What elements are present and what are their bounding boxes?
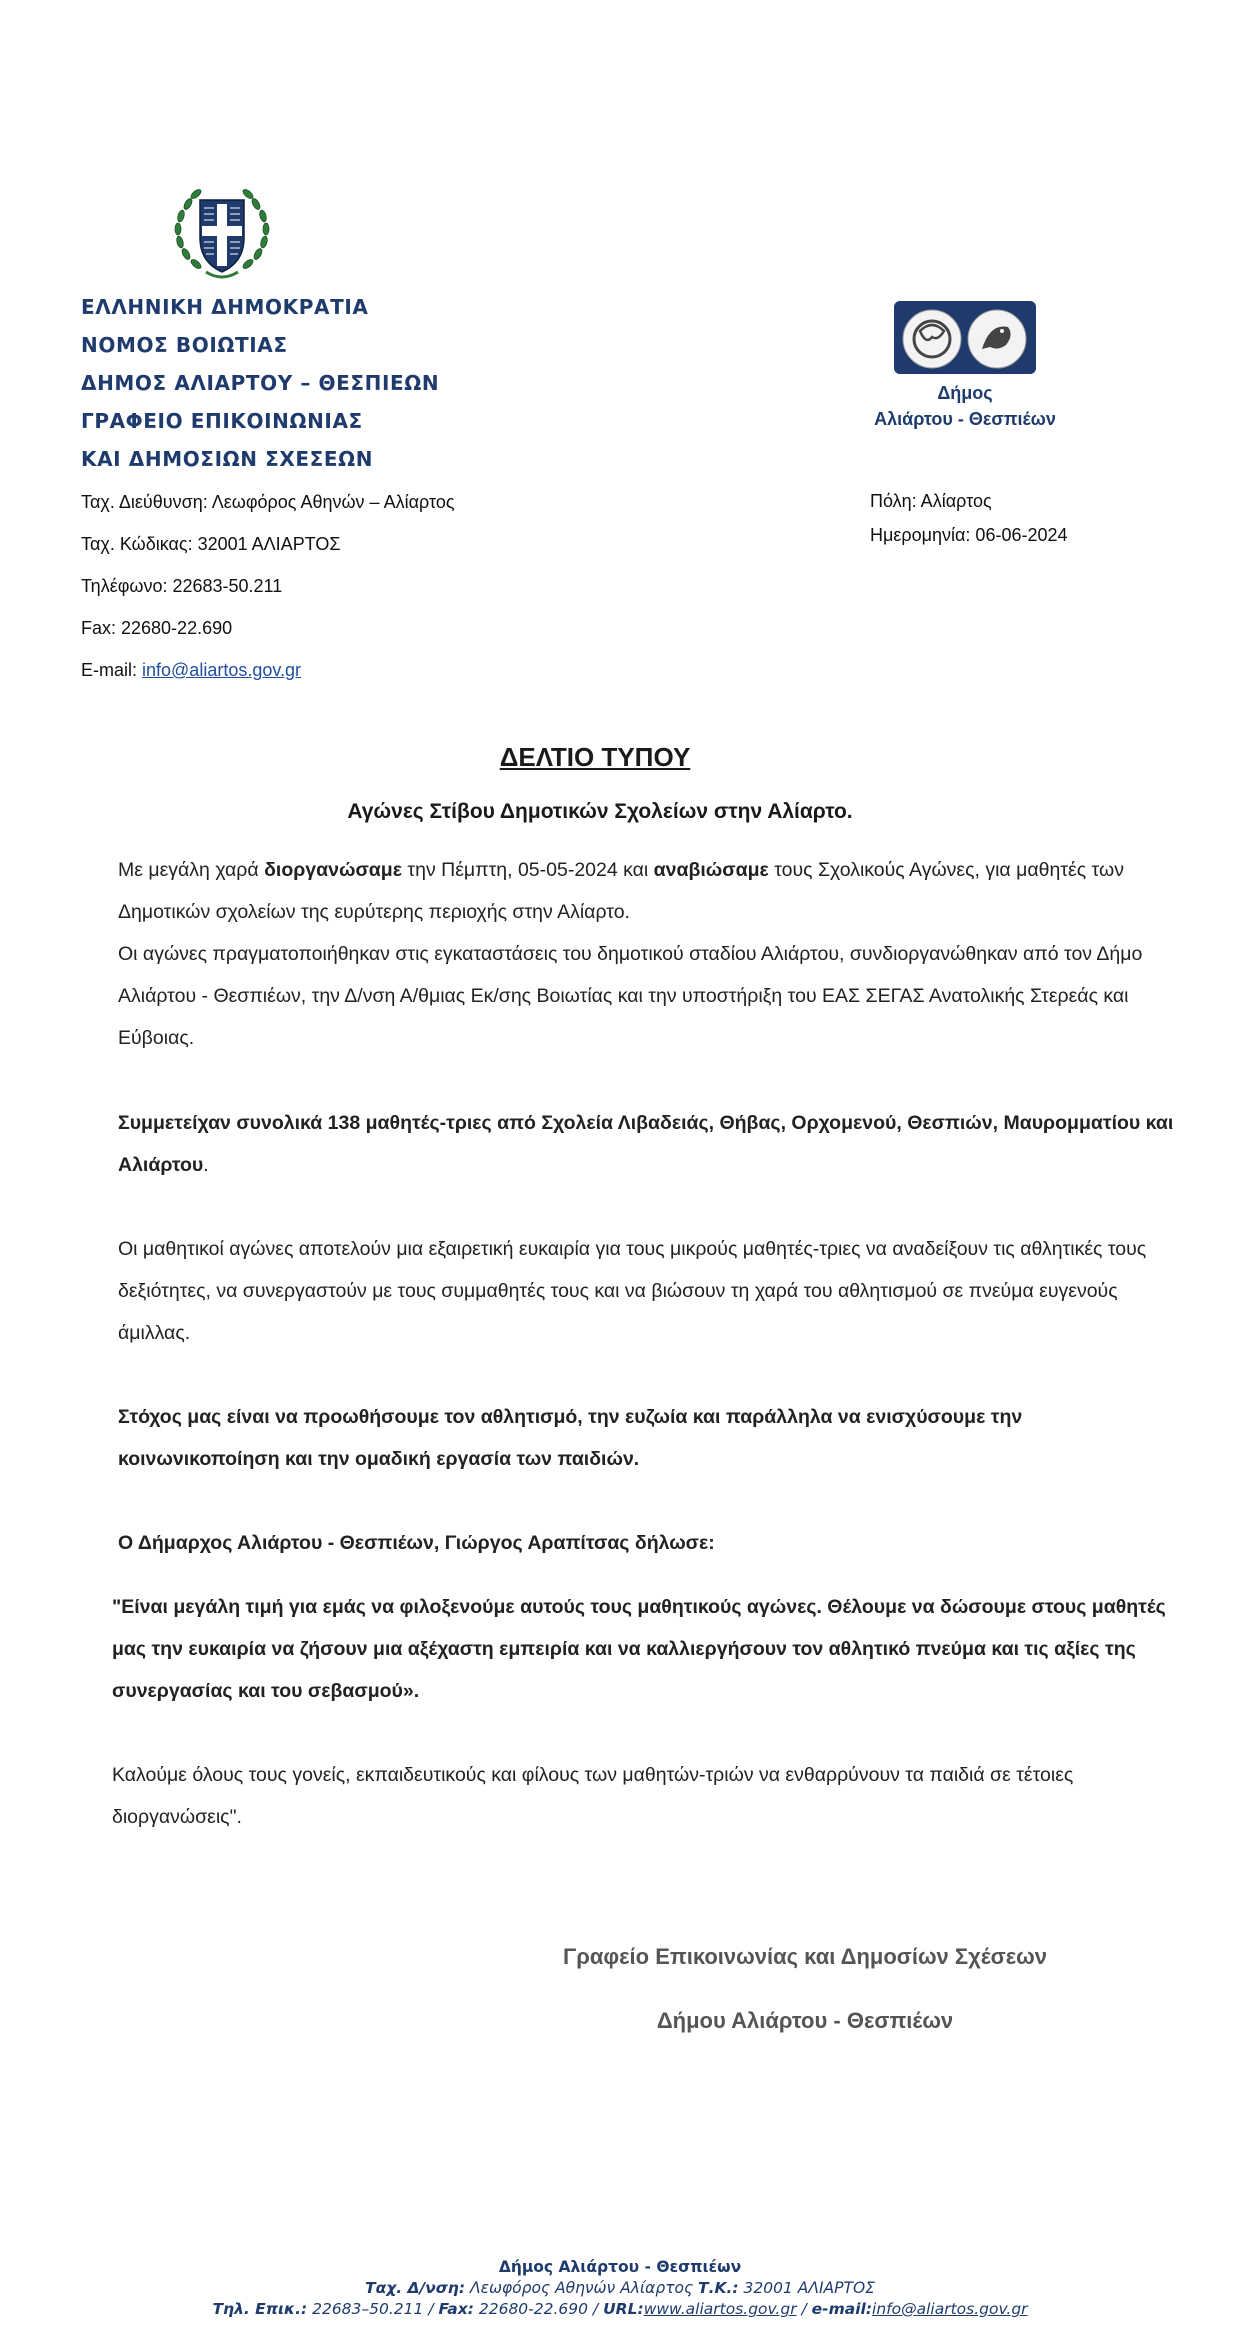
contact-block [81, 481, 455, 691]
email-label: E-mail: [81, 660, 143, 680]
footer-url-label: URL: [603, 2300, 644, 2318]
footer-fax-value: 22680-22.690 / [473, 2300, 604, 2318]
paragraph-opportunity: Οι μαθητικοί αγώνες αποτελούν μια εξαιρετική ευκαιρία για τους μικρούς μαθητές-τριες να αναδείξουν τις αθλητικές τους δεξιότητες, να συνεργαστούν με τους συμμαθητές τους και να βιώσουν τη χαρά του αθλητισμού σε πνεύμα ευγενούς άμιλλας. [118, 1238, 1147, 1344]
footer-org: Δήμος Αλιάρτου - Θεσπιέων [498, 2258, 742, 2276]
paragraph-closing: Καλούμε όλους τους γονείς, εκπαιδευτικούς και φίλους των μαθητών-τριών να ενθαρρύνουν τα παιδιά σε τέτοιες διοργανώσεις". [112, 1764, 1074, 1828]
paragraph-intro [118, 849, 1178, 1059]
paragraph-goal: Στόχος μας είναι να προωθήσουμε τον αθλητισμό, την ευζωία και παράλληλα να ενισχύσουμε την κοινωνικοποίηση και την ομαδική εργασία των παιδιών. [118, 1406, 1023, 1470]
postal-code-line: Ταχ. Κώδικας: 32001 ΑΛΙΑΡΤΟΣ [81, 534, 341, 554]
address-line: Ταχ. Διεύθυνση: Λεωφόρος Αθηνών – Αλίαρτος [81, 492, 455, 512]
logo-caption-line2: Αλιάρτου - Θεσπιέων [874, 409, 1056, 429]
p1-text-e: τους Σχολικούς Αγώνες, για μαθητές των Δημοτικών σχολείων της ευρύτερης περιοχής στην Αλίαρτο. [118, 859, 1124, 923]
org-line-office: ΓΡΑΦΕΙΟ ΕΠΙΚΟΙΝΩΝΙΑΣ [81, 409, 363, 433]
signature-office: Γραφείο Επικοινωνίας και Δημοσίων Σχέσεων [563, 1944, 1047, 1969]
logo-caption [860, 380, 1070, 432]
city-date-block [870, 484, 1068, 552]
city-line: Πόλη: Αλίαρτος [870, 491, 992, 511]
page-footer [0, 2257, 1240, 2320]
p1-bold-revived: αναβιώσαμε [653, 859, 769, 881]
mayor-quote: "Είναι μεγάλη τιμή για εμάς να φιλοξενούμε αυτούς τους μαθητικούς αγώνες. Θέλουμε να δώσουμε στους μαθητές μας την ευκαιρία να ζήσουν μια αξέχαστη εμπειρία και να καλλιεργήσουν τον αθλητικό πνεύμα και τις αξίες της συνεργασίας και του σεβασμού». [112, 1596, 1166, 1702]
participants-text: Συμμετείχαν συνολικά 138 μαθητές-τριες από Σχολεία Λιβαδειάς, Θήβας, Ορχομενού, Θεσπιών, Μαυρομματίου και Αλιάρτου [118, 1112, 1174, 1176]
document-subtitle: Αγώνες Στίβου Δημοτικών Σχολείων στην Αλίαρτο. [347, 800, 853, 823]
fax-line: Fax: 22680-22.690 [81, 618, 233, 638]
footer-tk-value: 32001 ΑΛΙΑΡΤΟΣ [738, 2279, 875, 2297]
footer-email-label: e-mail: [811, 2300, 873, 2318]
footer-fax-label: Fax: [438, 2300, 474, 2318]
date-line: Ημερομηνία: 06-06-2024 [870, 525, 1068, 545]
footer-contact-line [0, 2299, 1240, 2320]
footer-url-link[interactable]: www.aliartos.gov.gr [643, 2300, 797, 2318]
footer-address-line [0, 2278, 1240, 2299]
paragraph-participants [118, 1102, 1178, 1186]
phone-line: Τηλέφωνο: 22683-50.211 [81, 576, 283, 596]
paragraph-venue: Οι αγώνες πραγματοποιήθηκαν στις εγκαταστάσεις του δημοτικού σταδίου Αλιάρτου, συνδιοργανώθηκαν από τον Δήμο Αλιάρτου - Θεσπιέων, την Δ/νση Α/θμιας Εκ/σης Βοιωτίας και την υποστήριξη του ΕΑΣ ΣΕΓΑΣ Ανατολικής Στερεάς και Εύβοιας. [118, 943, 1143, 1049]
org-line-municipality: ΔΗΜΟΣ ΑΛΙΑΡΤΟΥ – ΘΕΣΠΙΕΩΝ [81, 371, 440, 395]
municipality-logo [894, 301, 1036, 374]
org-line-republic: ΕΛΛΗΝΙΚΗ ΔΗΜΟΚΡΑΤΙΑ [81, 295, 369, 319]
footer-tk-label: Τ.Κ.: [698, 2279, 739, 2297]
document-title: ΔΕΛΤΙΟ ΤΥΠΟΥ [499, 742, 691, 772]
participants-end: . [203, 1154, 209, 1176]
org-line-prefecture: ΝΟΜΟΣ ΒΟΙΩΤΙΑΣ [81, 333, 288, 357]
footer-addr-value: Λεωφόρος Αθηνών Αλίαρτος [465, 2279, 699, 2297]
footer-sep: / [796, 2300, 812, 2318]
footer-addr-label: Ταχ. Δ/νση: [365, 2279, 466, 2297]
footer-tel-label: Τηλ. Επικ.: [212, 2300, 308, 2318]
p1-text-a: Με μεγάλη χαρά [118, 859, 265, 881]
p1-bold-organized: διοργανώσαμε [264, 859, 402, 881]
email-line [81, 649, 455, 691]
footer-tel-value: 22683–50.211 / [307, 2300, 439, 2318]
signature-municipality: Δήμου Αλιάρτου - Θεσπιέων [656, 2008, 954, 2033]
p1-text-c: την Πέμπτη, 05-05-2024 και [401, 859, 654, 881]
hellenic-republic-emblem [166, 174, 278, 286]
org-header [81, 288, 439, 478]
email-link[interactable]: info@aliartos.gov.gr [142, 660, 302, 680]
org-line-office-cont: ΚΑΙ ΔΗΜΟΣΙΩΝ ΣΧΕΣΕΩΝ [81, 447, 374, 471]
logo-caption-line1: Δήμος [937, 383, 993, 403]
footer-email-link[interactable]: info@aliartos.gov.gr [872, 2300, 1028, 2318]
paragraph-mayor-intro: Ο Δήμαρχος Αλιάρτου - Θεσπιέων, Γιώργος Αραπίτσας δήλωσε: [118, 1532, 715, 1554]
